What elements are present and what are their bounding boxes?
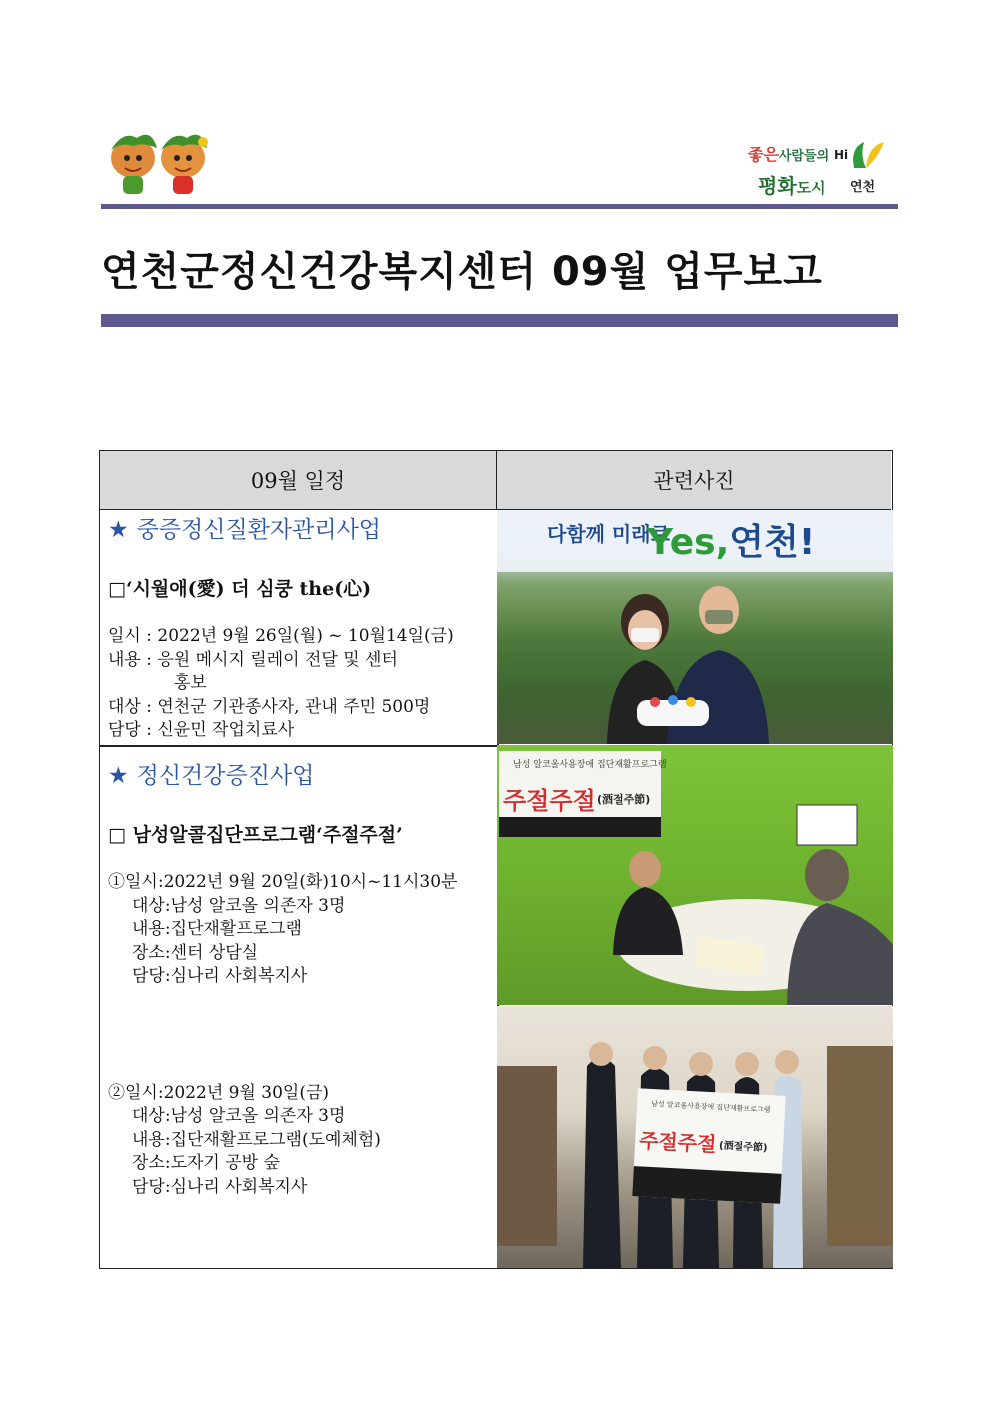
schedule-line: ②일시:2022년 9월 30일(금) (108, 1082, 330, 1103)
header-rule-bottom (101, 314, 898, 327)
mascot-logo (103, 128, 215, 204)
program-title: □‘시월애(愛) 더 심쿵 the(心) (108, 578, 372, 600)
schedule-line: 대상 : 연천군 기관종사자, 관내 주민 500명 (108, 696, 431, 717)
schedule-line: 대상:남성 알코올 의존자 3명 (132, 1106, 346, 1126)
section-heading: ★ 중증정신질환자관리사업 (108, 517, 382, 543)
section-mental-health-promotion (108, 747, 493, 1199)
schedule-line: 내용 : 응원 메시지 릴레이 전달 및 센터 (108, 649, 398, 670)
schedule-line: 장소:센터 상담실 (132, 942, 259, 963)
banner-small-text: 다함께 미래로 (547, 522, 670, 546)
schedule-line: 장소:도자기 공방 숲 (132, 1153, 280, 1173)
banner-title: 주절주절 (638, 1128, 718, 1157)
banner-title: 주절주절 (503, 787, 596, 815)
schedule-line: 일시 : 2022년 9월 26일(월) ~ 10월14일(금) (108, 626, 454, 646)
schedule-line: 내용:집단재활프로그램(도예체험) (132, 1129, 381, 1150)
header-rule-top (101, 204, 898, 209)
schedule-line: 담당:심나리 사회복지사 (132, 1176, 308, 1197)
photo-group-session (497, 745, 893, 1005)
schedule-line: ①일시:2022년 9월 20일(화)10시~11시30분 (108, 872, 458, 892)
banner-hanja: (酒절주節) (597, 793, 651, 806)
slogan-city: 연천 (850, 180, 876, 195)
photo-pottery-workshop (497, 1006, 893, 1268)
section-severe-mental-illness (108, 511, 493, 743)
people-silhouettes (497, 510, 893, 744)
star-icon: ★ (108, 517, 129, 543)
schedule-line: 대상:남성 알코올 의존자 3명 (132, 895, 346, 916)
section-heading: ★ 정신건강증진사업 (108, 763, 315, 789)
schedule-line: 담당:심나리 사회복지사 (132, 966, 308, 986)
schedule-line: 담당 : 신윤민 작업치료사 (108, 720, 295, 740)
city-slogan-logo (740, 136, 890, 202)
banner-subtitle: 남성 알코올사용장애 집단재활프로그램 (650, 1099, 771, 1115)
session-scene (497, 745, 893, 1005)
table-header-photos: 관련사진 (497, 451, 891, 510)
banner-subtitle: 남성 알코올사용장애 집단재활프로그램 (513, 760, 667, 770)
photo-campaign (497, 510, 893, 744)
slogan-hi: Hi (834, 148, 849, 162)
schedule-line: 내용:집단재활프로그램 (132, 919, 302, 939)
schedule-line: 홍보 (174, 673, 207, 693)
slogan-line-1: 좋은사람들의 (748, 145, 830, 164)
slogan-line-2: 평화도시 (758, 174, 826, 198)
star-icon: ★ (108, 763, 129, 789)
banner-large-text: Yes,연천! (647, 522, 816, 563)
leaf-icon (846, 138, 886, 172)
table-header-schedule: 09월 일정 (100, 451, 497, 510)
program-title: □ 남성알콜집단프로그램‘주절주절’ (108, 824, 403, 846)
banner-hanja: (酒절주節) (718, 1140, 768, 1155)
page-title: 연천군정신건강복지센터 09월 업무보고 (101, 249, 823, 295)
program-banner (632, 1088, 785, 1204)
session-2 (108, 1082, 493, 1200)
session-1 (108, 871, 493, 989)
